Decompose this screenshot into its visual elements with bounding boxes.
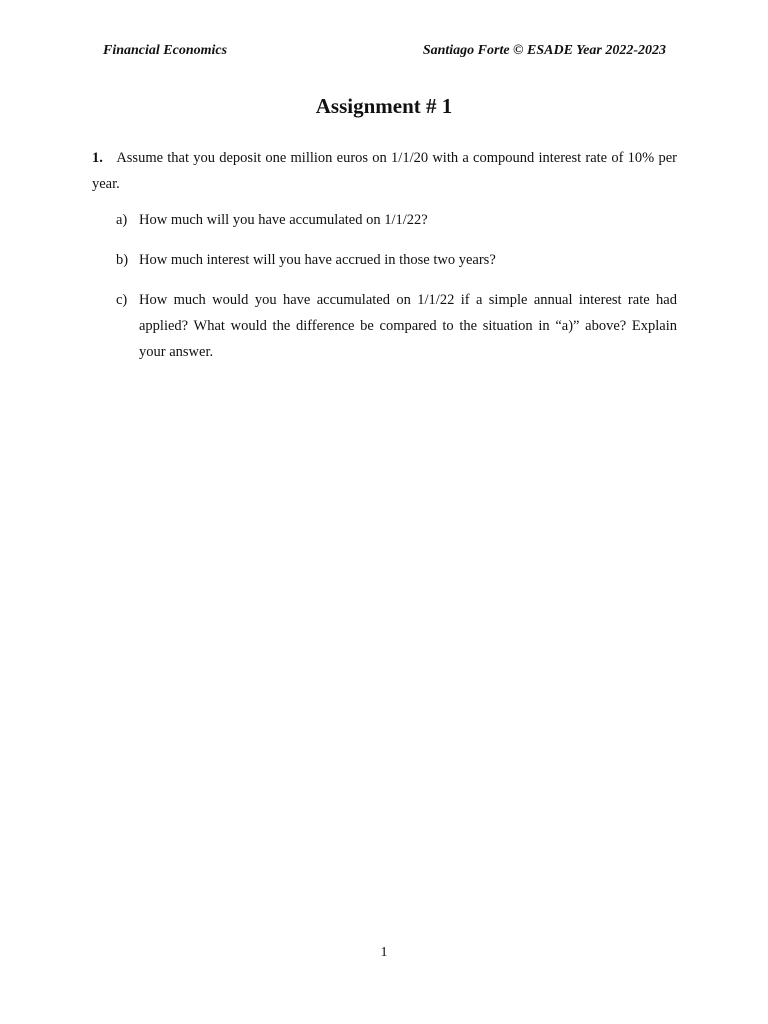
page-number: 1 [380, 945, 388, 960]
subquestion-marker: c) [116, 292, 128, 308]
subquestion-b [116, 247, 677, 273]
subquestion-marker: a) [116, 212, 128, 228]
question-number: 1. [92, 150, 103, 166]
subquestion-marker: b) [116, 252, 129, 268]
header-course-title: Financial Economics [103, 43, 228, 58]
header-author-info: Santiago Forte © ESADE Year 2022-2023 [422, 43, 666, 58]
subquestion-text: How much will you have accumulated on 1/1/22? [139, 212, 428, 228]
page-title: Assignment # 1 [315, 94, 453, 118]
subquestion-c [116, 287, 677, 365]
subquestion-text: How much interest will you have accrued in those two years? [139, 252, 496, 268]
question-1 [92, 145, 677, 197]
subquestion-a [116, 207, 677, 233]
question-text: Assume that you deposit one million euros on 1/1/20 with a compound interest rate of 10% per year. [92, 150, 677, 192]
subquestion-text: How much would you have accumulated on 1/1/22 if a simple annual interest rate had applied? What would the difference be compared to the situation in “a)” above? Explain your answer. [139, 292, 677, 360]
